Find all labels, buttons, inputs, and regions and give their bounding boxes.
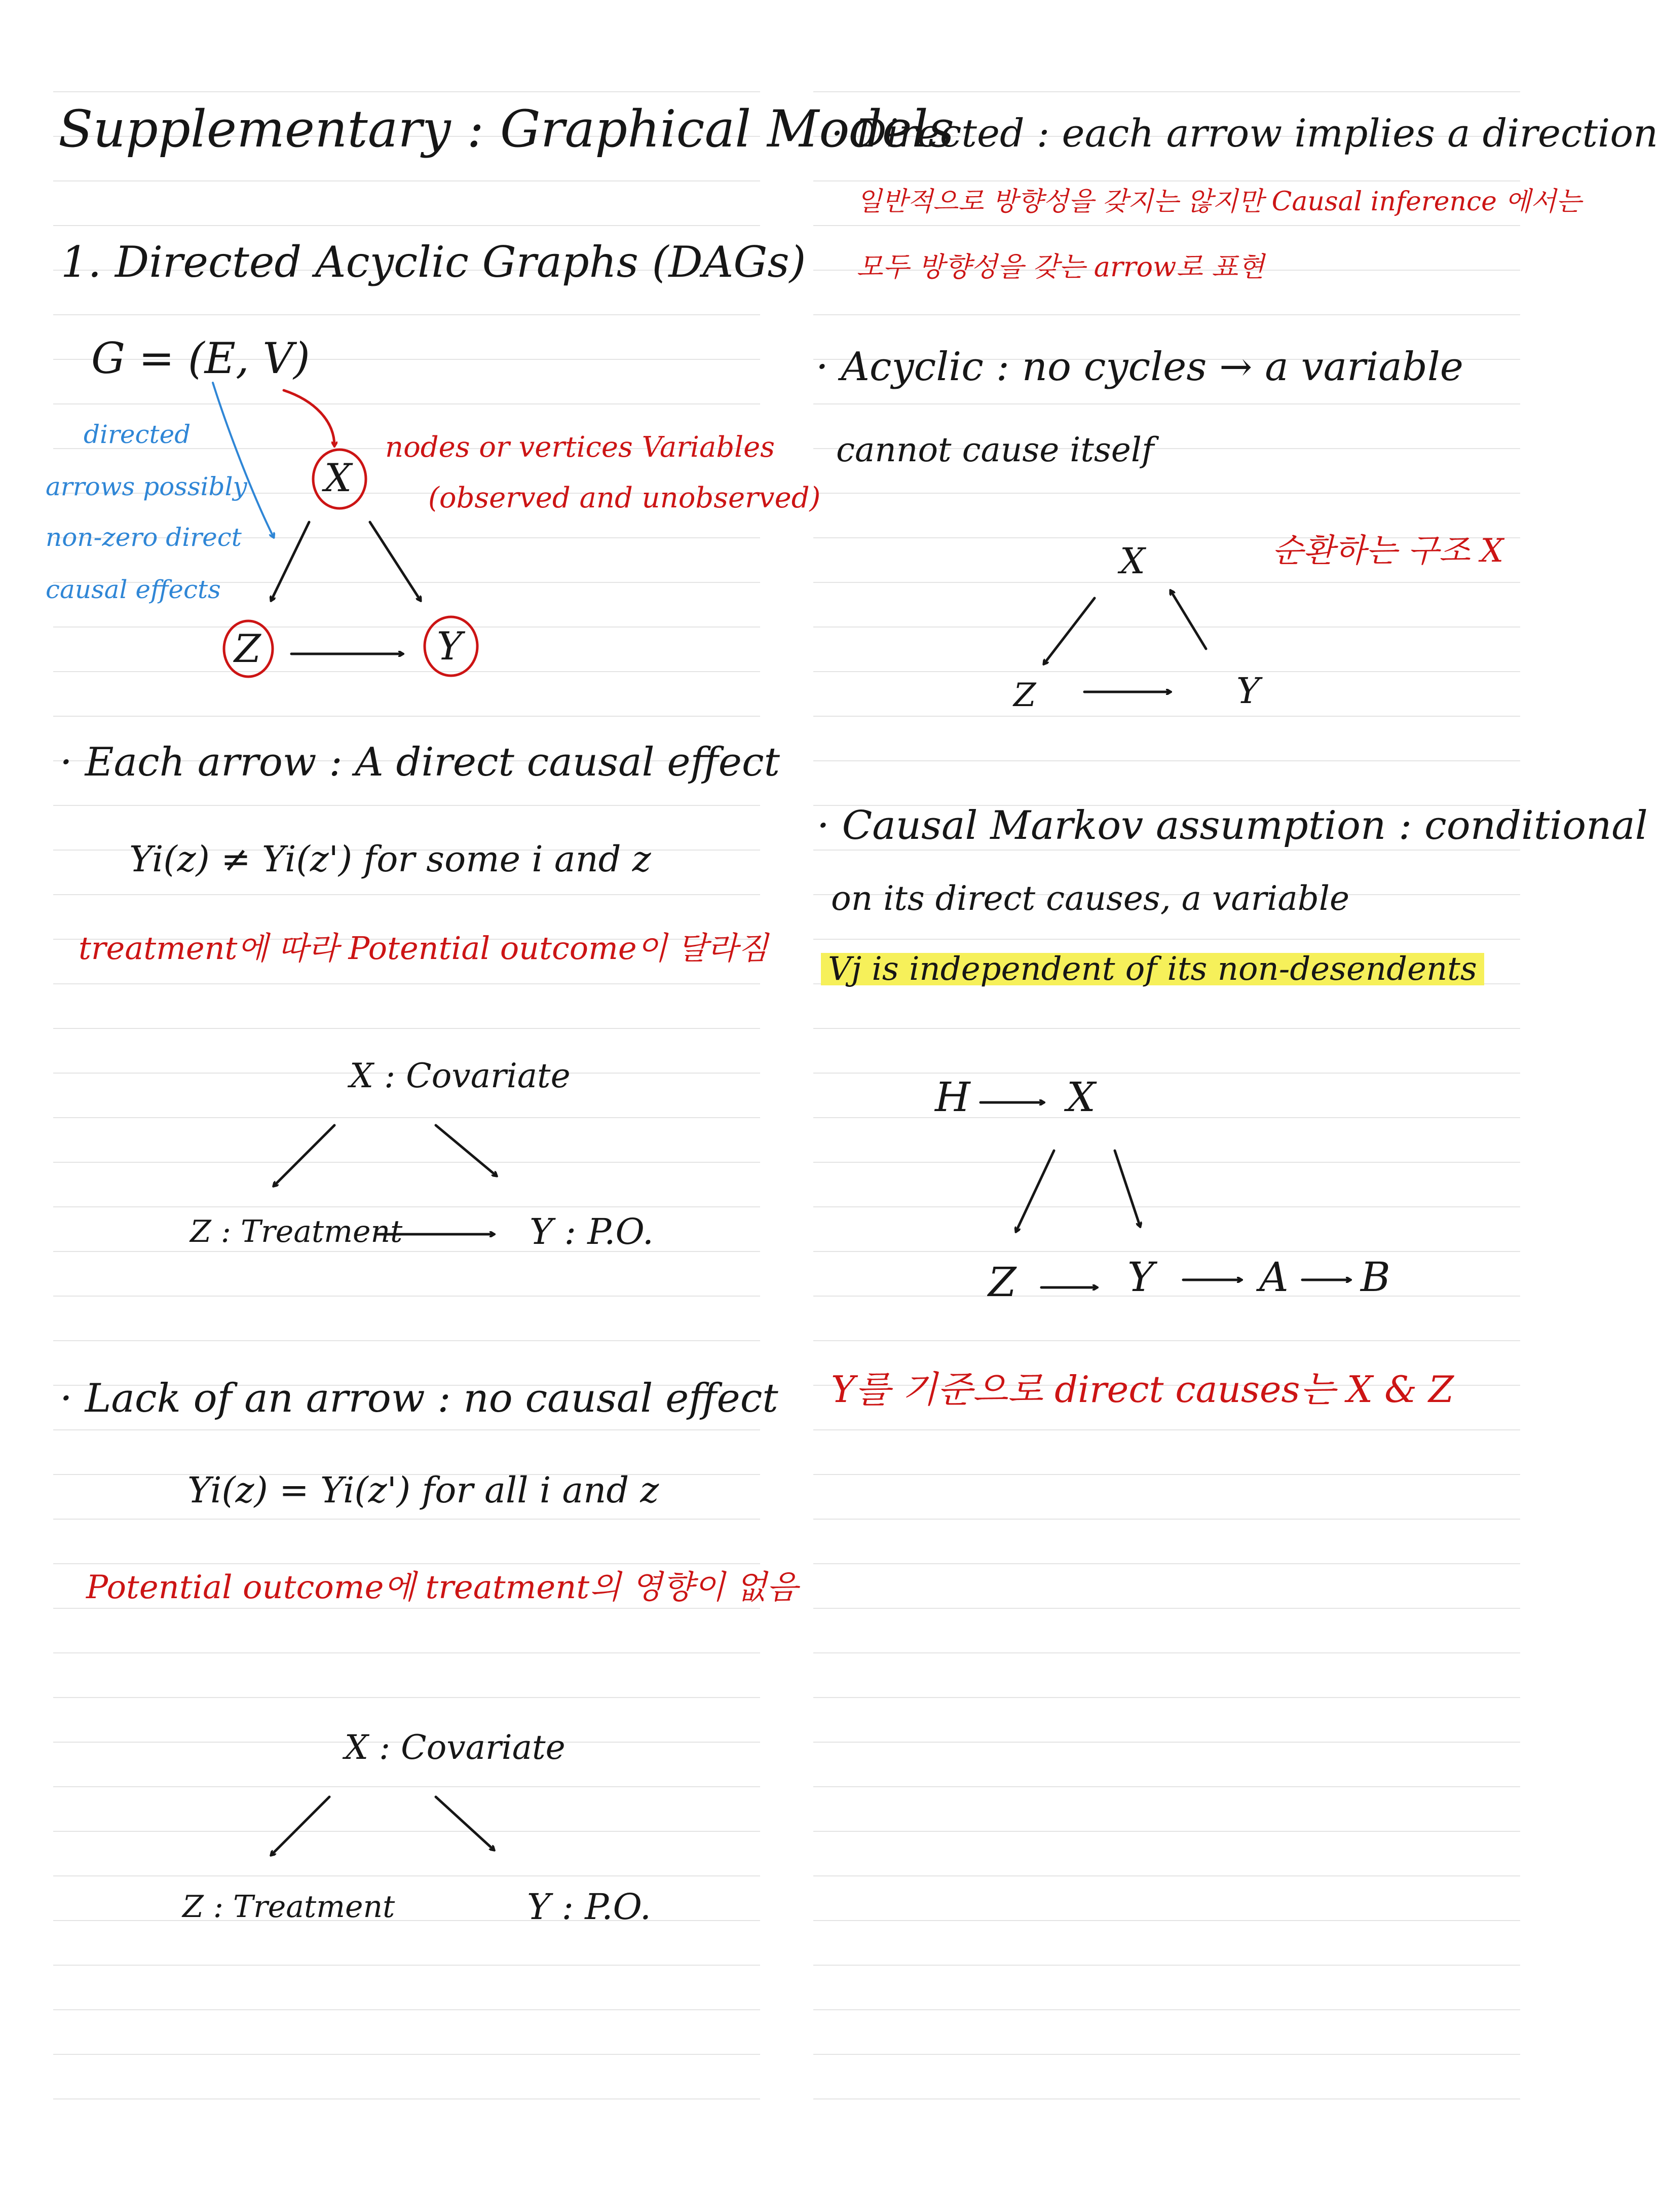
directed-korean-line-1: 일반적으로 방향성을 갖지는 않지만 Causal inference 에서는	[856, 187, 1582, 217]
directed-statement: · Directed : each arrow implies a direction	[831, 110, 1658, 156]
section-heading-dags: 1. Directed Acyclic Graphs (DAGs)	[61, 237, 806, 287]
acyclic-statement: · Acyclic : no cycles → a variable	[816, 344, 1463, 390]
blue-note-line-2: arrows possibly	[46, 472, 247, 501]
markov-edge-x-to-z	[1016, 1151, 1054, 1232]
diagram2-treatment: Z : Treatment	[190, 1214, 403, 1249]
dag-node-x-circle	[313, 450, 366, 508]
blue-note-line-4: causal effects	[46, 575, 221, 604]
markov-node-x: X	[1067, 1074, 1096, 1121]
markov-highlighted-line: Vj is independent of its non-desendents	[821, 953, 1484, 985]
lack-arrow-equation: Yi(z) = Yi(z') for all i and z	[187, 1469, 659, 1511]
markov-node-b: B	[1361, 1254, 1390, 1301]
diagram2-outcome: Y : P.O.	[530, 1211, 654, 1252]
diagram2-edge-x-to-z	[274, 1125, 334, 1186]
dag-node-y: Y	[437, 623, 463, 669]
markov-node-y: Y	[1127, 1254, 1154, 1301]
nodes-observed-note: (observed and unobserved)	[428, 482, 821, 514]
markov-statement-cont: on its direct causes, a variable	[831, 879, 1350, 918]
blue-arrow-to-edge	[213, 383, 274, 537]
each-arrow-equation: Yi(z) ≠ Yi(z') for some i and z	[129, 838, 651, 880]
diagram2-edge-x-to-y	[436, 1125, 497, 1176]
dag-edge-x-to-y	[370, 522, 421, 601]
cycle-edge-x-to-z	[1044, 598, 1095, 664]
lack-arrow-korean-note: Potential outcome에 treatment의 영향이 없음	[86, 1569, 798, 1606]
graph-formula: G = (E, V)	[91, 334, 310, 383]
each-arrow-statement: · Each arrow : A direct causal effect	[60, 740, 780, 785]
nodes-note: nodes or vertices Variables	[385, 431, 775, 464]
dag-node-y-circle	[425, 617, 477, 676]
no-cycle-note: 순환하는 구조 X	[1272, 532, 1504, 570]
blue-note-line-3: non-zero direct	[46, 523, 242, 552]
each-arrow-korean-note: treatment에 따라 Potential outcome이 달라짐	[79, 930, 768, 967]
markov-node-a: A	[1259, 1254, 1289, 1301]
markov-edge-x-to-y	[1115, 1151, 1140, 1227]
markov-node-h: H	[935, 1074, 970, 1121]
dag-node-z: Z	[234, 626, 261, 671]
cycle-node-y: Y	[1236, 670, 1260, 712]
cycle-edge-y-to-x	[1171, 591, 1206, 649]
diagram3-covariate: X : Covariate	[345, 1728, 566, 1767]
lack-arrow-statement: · Lack of an arrow : no causal effect	[60, 1376, 778, 1421]
markov-statement: · Causal Markov assumption : conditional	[817, 803, 1648, 849]
dag-node-x: X	[324, 455, 352, 500]
dag-edge-x-to-z	[271, 522, 309, 601]
cycle-node-z: Z	[1013, 677, 1036, 714]
diagram3-treatment: Z : Treatment	[182, 1889, 395, 1925]
directed-korean-line-2: 모두 방향성을 갖는 arrow로 표현	[856, 251, 1265, 283]
dag-node-z-circle	[224, 621, 273, 677]
markov-node-z: Z	[988, 1259, 1016, 1306]
markov-korean-note: Y를 기준으로 direct causes는 X & Z	[831, 1368, 1454, 1411]
acyclic-statement-cont: cannot cause itself	[836, 430, 1154, 469]
red-arrow-to-node	[284, 390, 334, 446]
diagram3-edge-x-to-z	[271, 1797, 329, 1855]
blue-note-line-1: directed	[84, 420, 191, 449]
diagram3-outcome: Y : P.O.	[527, 1886, 651, 1928]
diagram2-covariate: X : Covariate	[350, 1056, 571, 1095]
cycle-node-x: X	[1120, 540, 1145, 582]
diagram3-edge-x-to-y	[436, 1797, 494, 1850]
page-title: Supplementary : Graphical Models	[58, 99, 955, 159]
